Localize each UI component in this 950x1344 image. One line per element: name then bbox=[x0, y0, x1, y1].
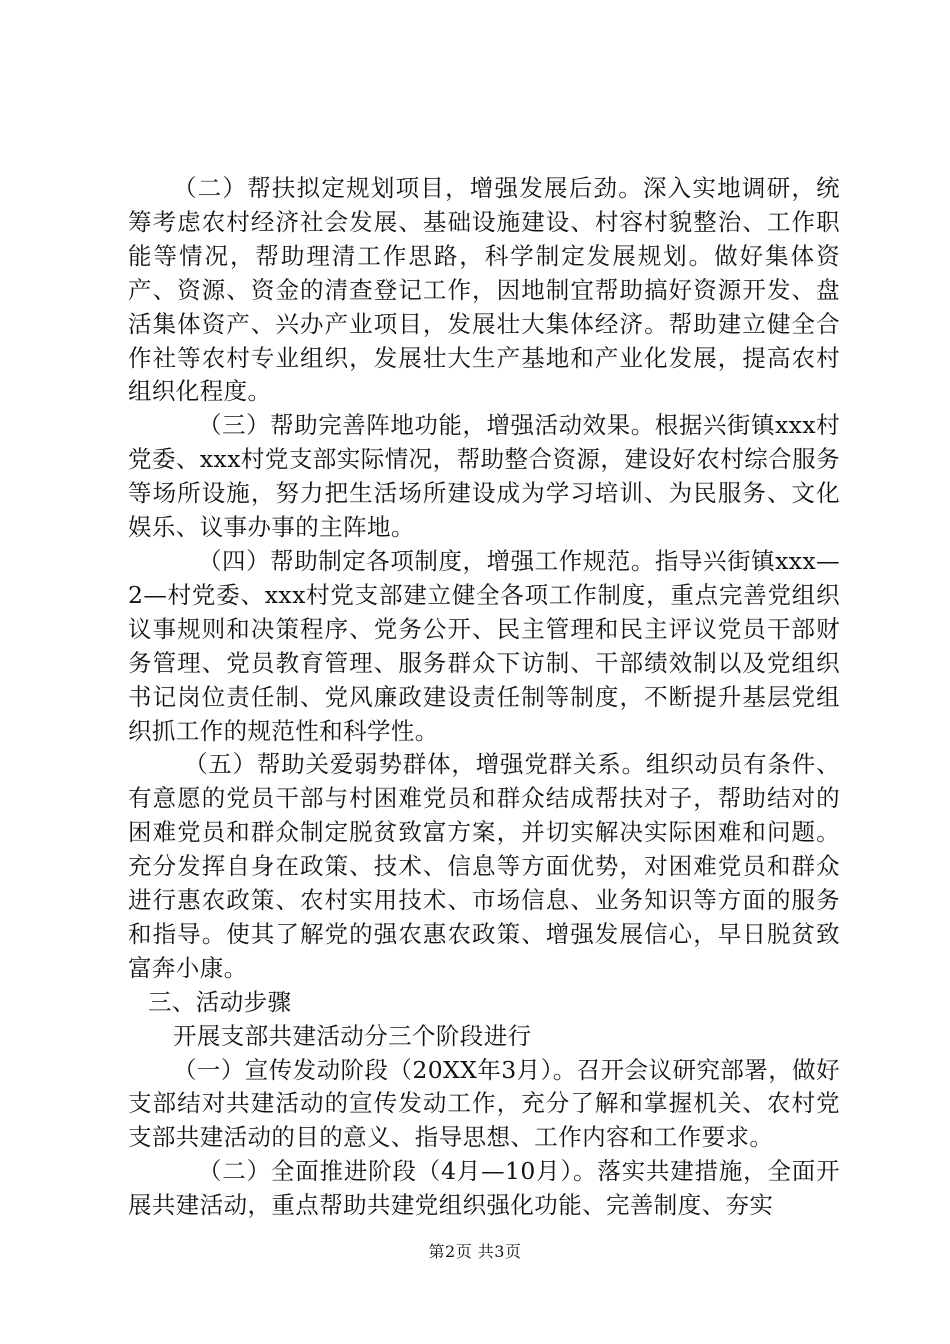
document-body bbox=[128, 172, 840, 1223]
paragraph-rules-systems: （四）帮助制定各项制度，增强工作规范。指导兴街镇xxx—2—村党委、xxx村党支部建立健全各项工作制度，重点完善党组织议事规则和决策程序、党务公开、民主管理和民主评议党员干部财务管理、党员教育管理、服务群众下访制、干部绩效制以及党组织书记岗位责任制、党风廉政建设责任制等制度，不断提升基层党组织抓工作的规范性和科学性。 bbox=[128, 546, 840, 745]
section-heading-activity-steps: 三、活动步骤 bbox=[148, 987, 292, 1016]
page-footer: 第2页 共3页 bbox=[428, 1242, 522, 1261]
paragraph-vulnerable-groups: （五）帮助关爱弱势群体，增强党群关系。组织动员有条件、有意愿的党员干部与村困难党员和群众结成帮扶对子，帮助结对的困难党员和群众制定脱贫致富方案，并切实解决实际困难和问题。充分发挥自身在政策、技术、信息等方面优势，对困难党员和群众进行惠农政策、农村实用技术、市场信息、业务知识等方面的服务和指导。使其了解党的强农惠农政策、增强发展信心，早日脱贫致富奔小康。 bbox=[128, 750, 840, 982]
paragraph-stage-advance: （二）全面推进阶段（4月—10月）。落实共建措施，全面开展共建活动，重点帮助共建党组织强化功能、完善制度、夯实 bbox=[128, 1157, 840, 1220]
paragraph-three-stages: 开展支部共建活动分三个阶段进行 bbox=[173, 1021, 532, 1050]
paragraph-stage-publicity: （一）宣传发动阶段（20XX年3月）。召开会议研究部署，做好支部结对共建活动的宣传发动工作，充分了解和掌握机关、农村党支部共建活动的目的意义、指导思想、工作内容和工作要求。 bbox=[128, 1055, 840, 1152]
paragraph-position-functions: （三）帮助完善阵地功能，增强活动效果。根据兴街镇xxx村党委、xxx村党支部实际情况，帮助整合资源，建设好农村综合服务等场所设施，努力把生活场所建设成为学习培训、为民服务、文化娱乐、议事办事的主阵地。 bbox=[128, 411, 840, 542]
paragraph-planning-projects: （二）帮扶拟定规划项目，增强发展后劲。深入实地调研，统筹考虑农村经济社会发展、基础设施建设、村容村貌整治、工作职能等情况，帮助理清工作思路，科学制定发展规划。做好集体资产、资源、资金的清查登记工作，因地制宜帮助搞好资源开发、盘活集体资产、兴办产业项目，发展壮大集体经济。帮助建立健全合作社等农村专业组织，发展壮大生产基地和产业化发展，提高农村组织化程度。 bbox=[128, 174, 840, 406]
